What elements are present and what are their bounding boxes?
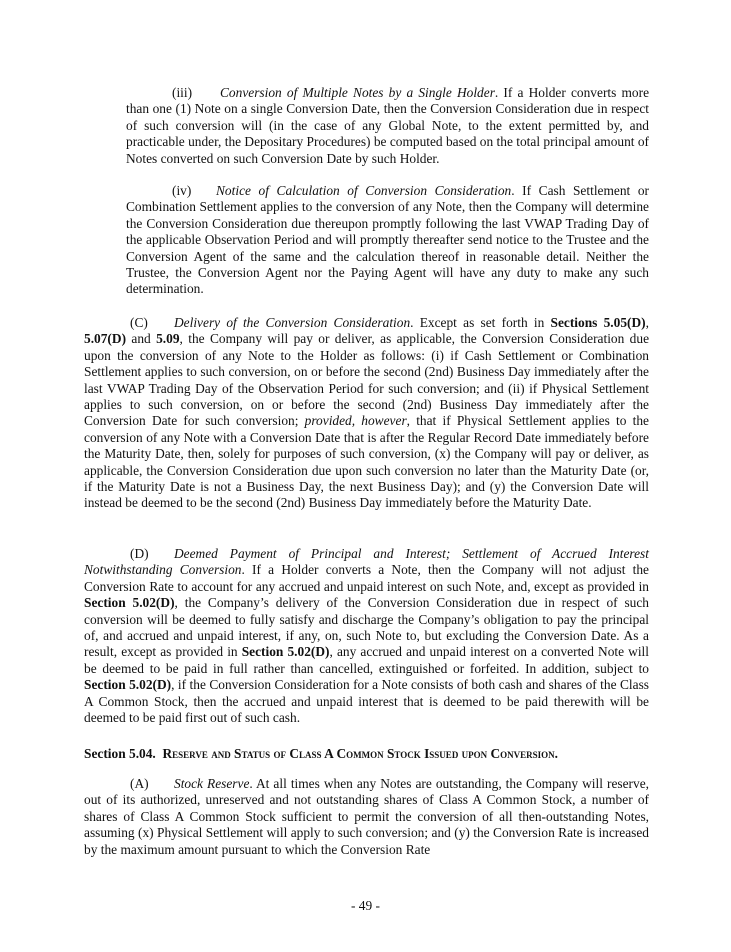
paragraph-d bbox=[84, 546, 649, 726]
section-reference: Sections 5.05(D) bbox=[550, 315, 646, 330]
paragraph-text: . At all times when any Notes are outstanding, the Company will reserve, out of its authorized, unreserved and not outstanding shares of Class A Common Stock, a number of shares of Class A Common Stock sufficient to permit the conversion of all then-outstanding Notes, assuming (x) Physical Settlement will apply to such conversion; and (y) the Conversion Rate is increased by the maximum amount pursuant to which the Conversion Rate bbox=[84, 776, 649, 857]
section-title: Reserve and Status of Class A Common Stock Issued upon Conversion. bbox=[162, 746, 559, 761]
paragraph-text: , the Company will pay or deliver, as applicable, the Conversion Consideration due upon the conversion of any Note to the Holder as follows: (i) if Cash Settlement or Combination Settlement applies to such conversion, on or before the second (2nd) Business Day immediately after the last VWAP Trading Day of the Observation Period for such conversion; and (ii) if Physical Settlement applies to such conversion, on or before the second (2nd) Business Day immediately after the Conversion Date for such conversion; bbox=[84, 331, 650, 429]
paragraph-text: . If a Holder converts a Note, then the Company will not adjust the Conversion Rate to account for any accrued and unpaid interest on such Note, and, except as provided in bbox=[84, 562, 649, 594]
paragraph-marker: (iv) bbox=[172, 183, 192, 198]
paragraph-marker: (A) bbox=[130, 776, 149, 791]
paragraph-text: and bbox=[126, 331, 157, 347]
paragraph-title: Notice of Calculation of Conversion Consideration bbox=[216, 183, 512, 198]
paragraph-marker: (D) bbox=[130, 546, 149, 561]
section-reference: 5.07(D) bbox=[84, 331, 127, 347]
paragraph-text: , any accrued and unpaid interest on a converted Note will be deemed to be paid in full rather than cancelled, extinguished or forfeited. In addition, subject to bbox=[84, 644, 649, 676]
paragraph-c bbox=[84, 315, 649, 512]
section-reference: Section 5.02(D) bbox=[84, 677, 172, 693]
paragraph-text: . If a Holder converts more than one (1) Note on a single Conversion Date, then the Conversion Consideration due in respect of such conversion will (in the case of any Global Note, to the extent permitted by, and practicable under, the Depositary Procedures) be computed based on the total principal amount of Notes converted on such Conversion Date by such Holder. bbox=[126, 85, 650, 166]
paragraph-title: Deemed Payment of Principal and Interest; Settlement of Accrued Interest Notwithstanding Conversion bbox=[84, 546, 649, 578]
paragraph-text: , bbox=[645, 315, 649, 330]
paragraph-iii bbox=[126, 85, 649, 167]
paragraph-title: Delivery of the Conversion Consideration bbox=[174, 315, 411, 330]
paragraph-text: , the Company’s delivery of the Conversion Consideration due in respect of such conversion will be deemed to fully satisfy and discharge the Company’s obligation to pay the principal of, and accrued and unpaid interest, if any, on, such Note to, but excluding the Conversion Date. As a result, except as provided in bbox=[84, 595, 649, 660]
page-number: - 49 - bbox=[350, 898, 380, 913]
proviso-text: provided, however bbox=[304, 413, 407, 429]
paragraph-text: . If Cash Settlement or Combination Settlement applies to the conversion of any Note, then the Company will determine the Conversion Consideration due thereupon promptly following the last VWAP Trading Day of the applicable Observation Period and will promptly thereafter send notice to the Trustee and the Conversion Agent of the same and the calculation thereof in reasonable detail. Neither the Trustee, the Conversion Agent nor the Paying Agent will have any duty to make any such determination. bbox=[126, 183, 649, 297]
paragraph-title: Conversion of Multiple Notes by a Single Holder bbox=[220, 85, 495, 100]
paragraph-title: Stock Reserve bbox=[174, 776, 250, 791]
paragraph-marker: (iii) bbox=[172, 85, 193, 100]
paragraph-text: . Except as set forth in bbox=[410, 315, 551, 330]
section-heading bbox=[84, 746, 649, 762]
paragraph-iv bbox=[126, 183, 649, 298]
paragraph-text: , that if Physical Settlement applies to the conversion of any Note with a Conversion Date that is after the Regular Record Date immediately before the Maturity Date, then, solely for purposes of such conversion, (x) the Company will pay or deliver, as applicable, the Conversion Consideration due upon such conversion no later than the Maturity Date (or, if the Maturity Date is not a Business Day, the next Business Day); and (y) the Conversion Date will instead be deemed to be the second (2nd) Business Day immediately before the Maturity Date. bbox=[84, 413, 649, 511]
section-reference: 5.09 bbox=[156, 331, 180, 347]
paragraph-a bbox=[84, 776, 649, 858]
paragraph-text: , if the Conversion Consideration for a Note consists of both cash and shares of the Class A Common Stock, then the accrued and unpaid interest that is deemed to be paid therewith will be deemed to be paid first out of such cash. bbox=[84, 677, 649, 726]
paragraph-marker: (C) bbox=[130, 315, 148, 330]
section-reference: Section 5.02(D) bbox=[84, 595, 175, 611]
section-reference: Section 5.02(D) bbox=[241, 644, 330, 660]
section-number: Section 5.04. bbox=[84, 746, 156, 761]
